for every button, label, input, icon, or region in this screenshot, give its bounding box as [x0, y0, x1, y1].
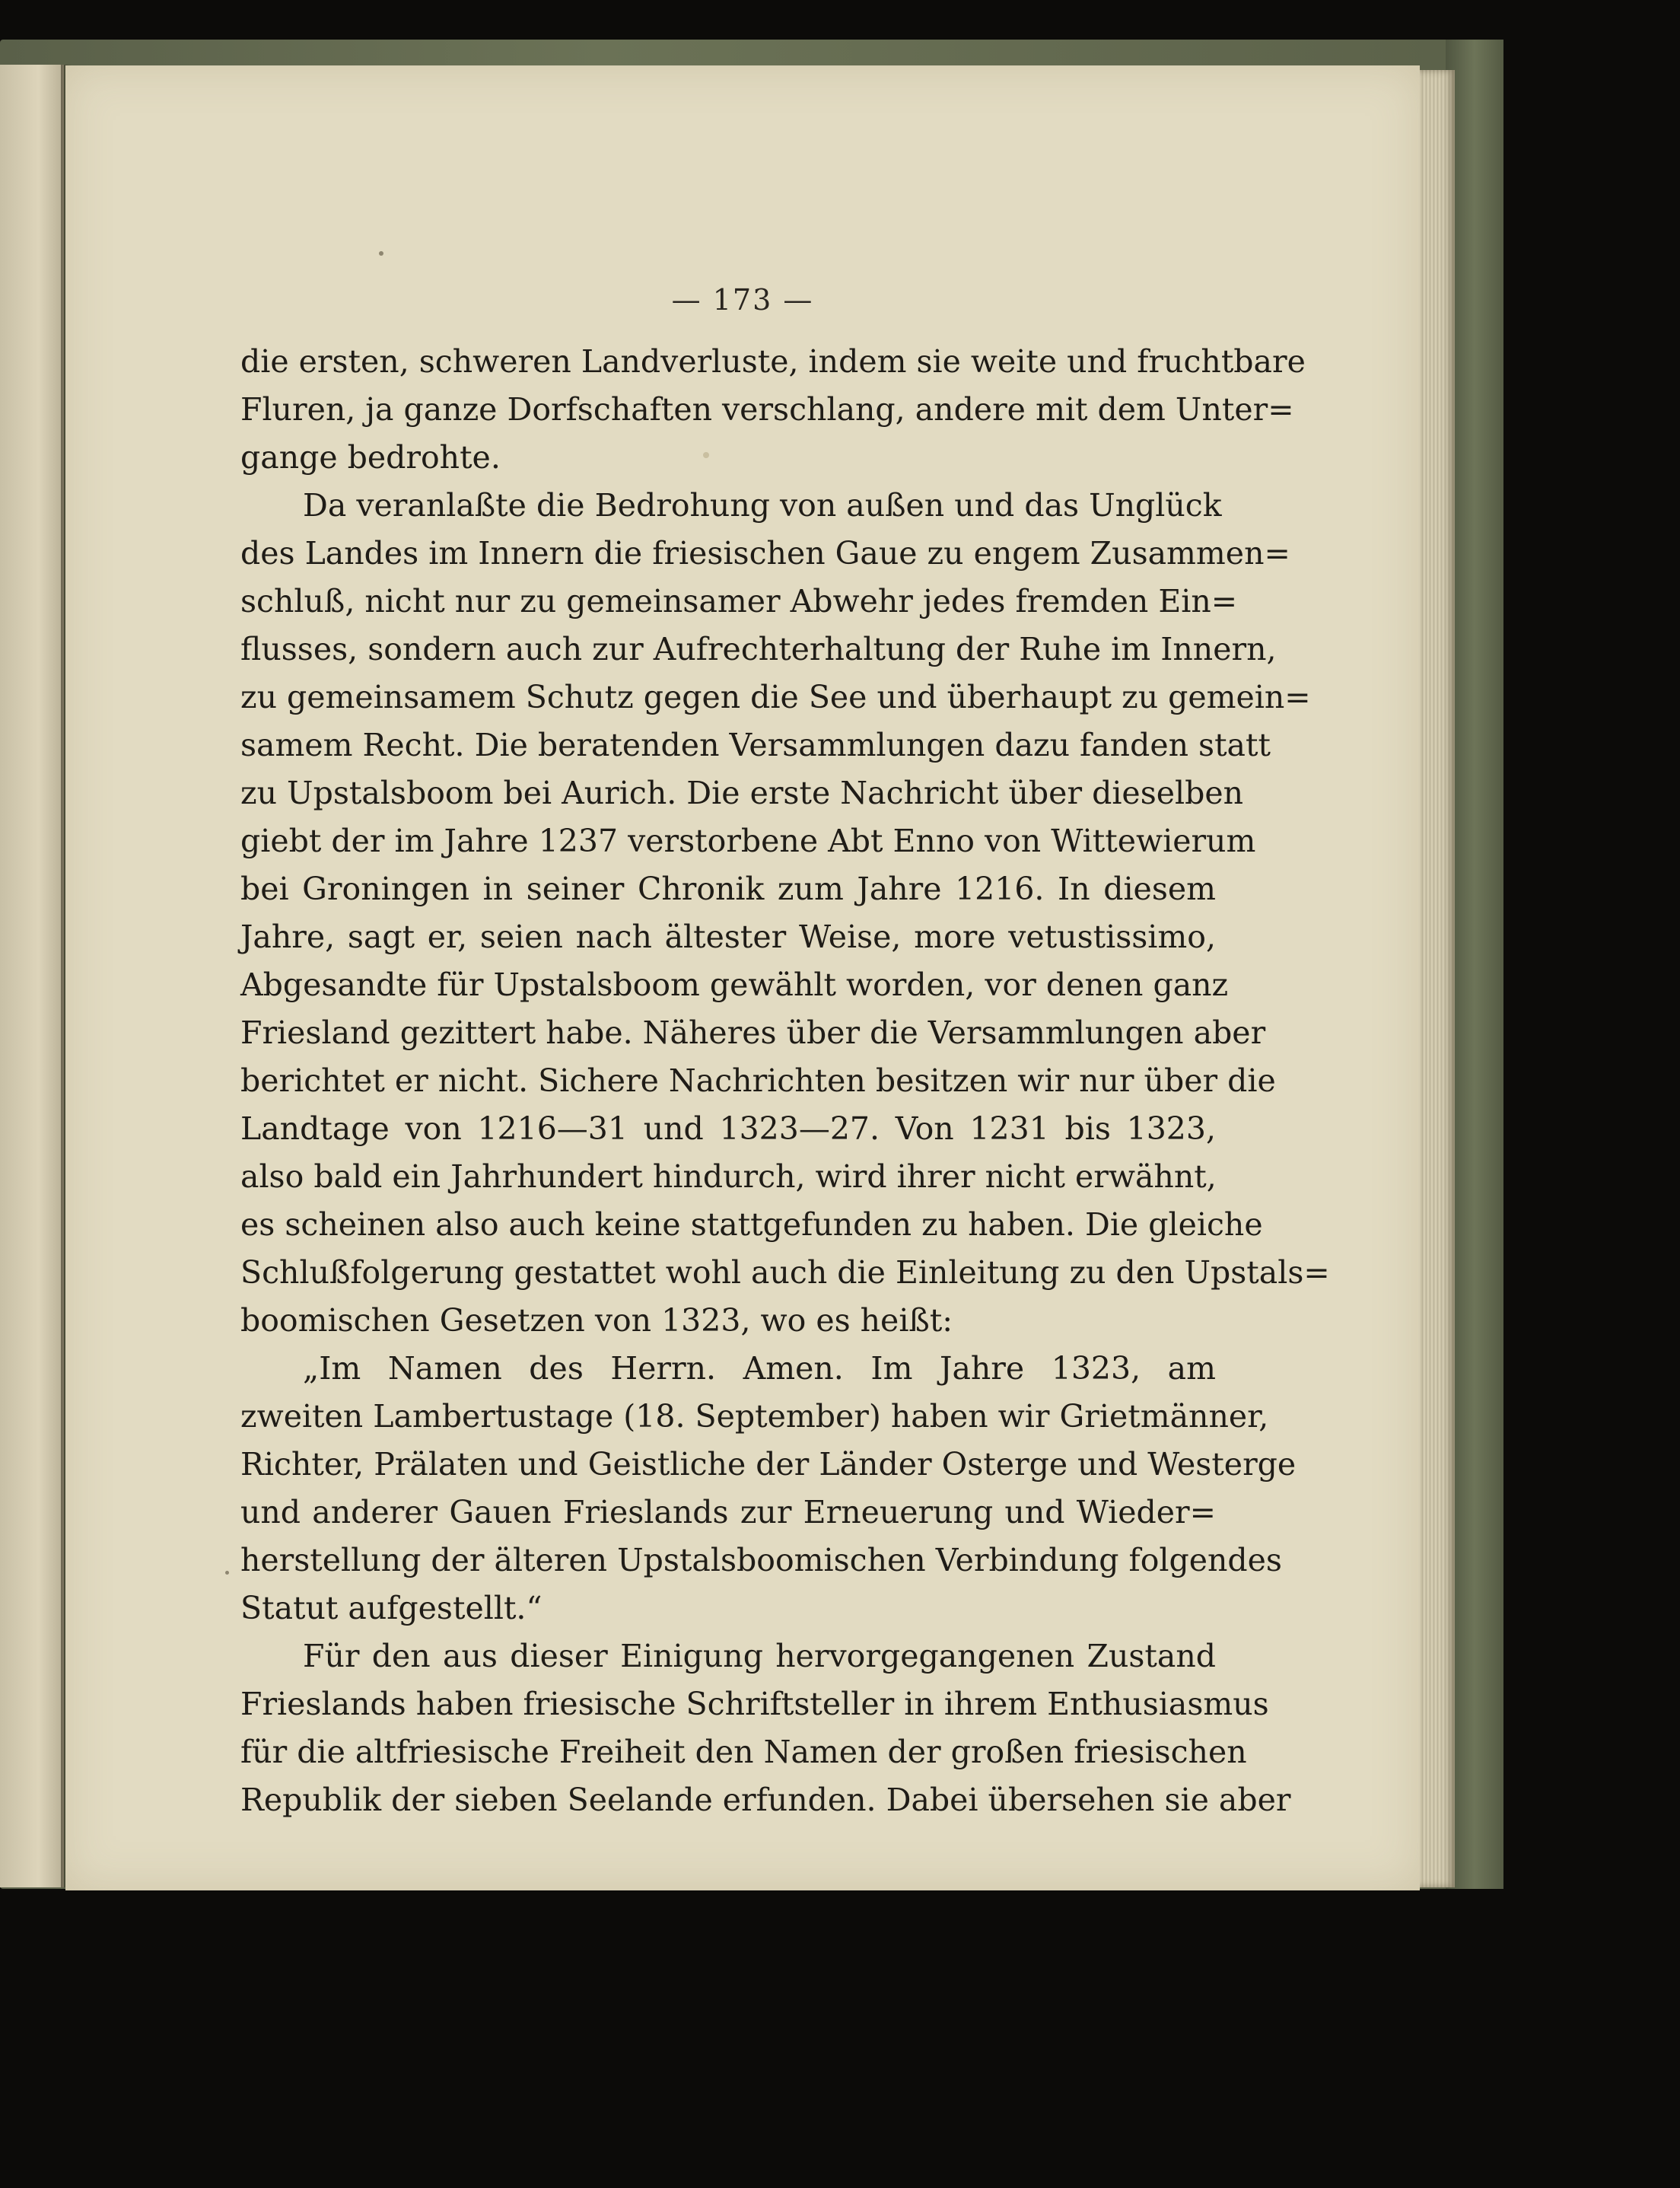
text-line: Jahre, sagt er, seien nach ältester Weise, more vetustissimo, — [240, 919, 1216, 955]
text-line: Für den aus dieser Einigung hervorgegangenen Zustand — [303, 1638, 1216, 1674]
facing-page-edge — [0, 65, 64, 1887]
text-line: Da veranlaßte die Bedrohung von außen und das Unglück — [303, 487, 1222, 524]
text-line: Schlußfolgerung gestattet wohl auch die Einleitung zu den Upstals= — [240, 1254, 1330, 1291]
text-line: Richter, Prälaten und Geistliche der Länder Osterge und Westerge — [240, 1446, 1297, 1483]
text-line: herstellung der älteren Upstalsboomischen Verbindung folgendes — [240, 1542, 1282, 1578]
text-line: also bald ein Jahrhundert hindurch, wird ihrer nicht erwähnt, — [240, 1158, 1217, 1195]
text-line: bei Groningen in seiner Chronik zum Jahre 1216. In diesem — [240, 871, 1216, 907]
page-number: — 173 — — [671, 283, 814, 317]
text-line: zu Upstalsboom bei Aurich. Die erste Nachricht über dieselben — [240, 775, 1244, 811]
text-line: samem Recht. Die beratenden Versammlungen dazu fanden statt — [240, 727, 1271, 763]
body-text — [240, 338, 1330, 1824]
text-line: giebt der im Jahre 1237 verstorbene Abt Enno von Wittewierum — [240, 823, 1256, 859]
text-line: zweiten Lambertustage (18. September) haben wir Grietmänner, — [240, 1398, 1269, 1435]
paper-speck — [379, 251, 383, 256]
paper-speck — [225, 1571, 229, 1575]
text-line: „Im Namen des Herrn. Amen. Im Jahre 1323, am — [303, 1350, 1216, 1387]
text-line: die ersten, schweren Landverluste, indem sie weite und fruchtbare — [240, 343, 1306, 380]
text-line: für die altfriesische Freiheit den Namen der großen friesischen — [240, 1734, 1247, 1770]
text-line: Abgesandte für Upstalsboom gewählt worden, vor denen ganz — [240, 967, 1229, 1003]
text-line: es scheinen also auch keine stattgefunden zu haben. Die gleiche — [240, 1206, 1263, 1243]
page-block-edges — [1420, 70, 1455, 1887]
text-line: zu gemeinsamem Schutz gegen die See und überhaupt zu gemein= — [240, 679, 1311, 715]
text-line: Statut aufgestellt.“ — [240, 1590, 542, 1626]
text-line: gange bedrohte. — [240, 439, 501, 476]
book-page — [65, 65, 1420, 1890]
text-line: Frieslands haben friesische Schriftsteller in ihrem Enthusiasmus — [240, 1686, 1269, 1722]
text-line: Fluren, ja ganze Dorfschaften verschlang, andere mit dem Unter= — [240, 391, 1294, 428]
text-line: berichtet er nicht. Sichere Nachrichten besitzen wir nur über die — [240, 1062, 1276, 1099]
text-line: Friesland gezittert habe. Näheres über die Versammlungen aber — [240, 1014, 1266, 1051]
text-line: schluß, nicht nur zu gemeinsamer Abwehr jedes fremden Ein= — [240, 583, 1238, 619]
text-line: und anderer Gauen Frieslands zur Erneuerung und Wieder= — [240, 1494, 1216, 1530]
text-line: boomischen Gesetzen von 1323, wo es heißt: — [240, 1302, 953, 1339]
text-line: Republik der sieben Seelande erfunden. Dabei übersehen sie aber — [240, 1782, 1291, 1818]
text-line: Landtage von 1216—31 und 1323—27. Von 1231 bis 1323, — [240, 1110, 1216, 1147]
text-line: des Landes im Innern die friesischen Gaue zu engem Zusammen= — [240, 535, 1290, 572]
text-line: flusses, sondern auch zur Aufrechterhaltung der Ruhe im Innern, — [240, 631, 1277, 667]
